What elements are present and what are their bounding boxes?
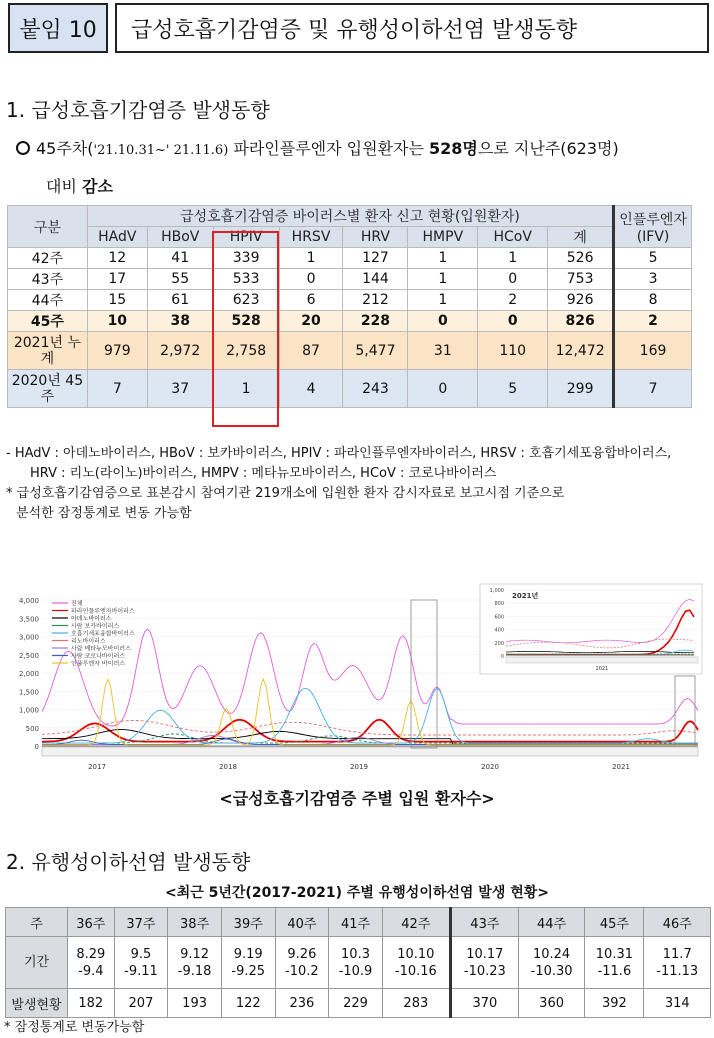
week-header: 38주 xyxy=(168,908,222,937)
table-cell: 87 xyxy=(279,332,343,370)
mumps-table xyxy=(5,907,711,1018)
table-cell: 0 xyxy=(408,311,478,332)
week-count: 314 xyxy=(644,989,711,1018)
week-period xyxy=(329,937,383,989)
week-header: 39주 xyxy=(221,908,275,937)
note-line-1: - HAdV : 아데노바이러스, HBoV : 보카바이러스, HPIV : 파라인플루엔자바이러스, HRSV : 호흡기세포융합바이러스, xyxy=(6,446,672,461)
table-cell: 1 xyxy=(478,248,548,269)
chart-svg xyxy=(8,582,708,777)
week-count: 193 xyxy=(168,989,222,1018)
col-header-7: 계 xyxy=(548,227,614,248)
bullet-dates: '21.10.31~' 21.11.6) xyxy=(93,143,229,158)
table-cell: 1 xyxy=(408,290,478,311)
table-cell: 243 xyxy=(343,370,408,408)
table-cell: 0 xyxy=(408,370,478,408)
week-count: 370 xyxy=(450,989,518,1018)
table-row xyxy=(8,370,692,408)
table-cell: 926 xyxy=(548,290,614,311)
inset-y-tick-label: 1,000 xyxy=(489,588,504,594)
section2-heading: 2. 유행성이하선염 발생동향 xyxy=(6,850,251,874)
week-count: 360 xyxy=(518,989,584,1018)
bullet-text-c: 으로 지난주(623명) xyxy=(477,139,619,158)
col-header-2: HPIV xyxy=(213,227,279,248)
inset-x-band xyxy=(506,657,698,663)
mumps-footnote: * 잠정통계로 변동가능함 xyxy=(4,1020,145,1035)
week-header: 42주 xyxy=(382,908,450,937)
y-tick-label: 0 xyxy=(34,743,39,751)
table-cell: 2,758 xyxy=(213,332,279,370)
week-count: 182 xyxy=(68,989,115,1018)
col-header-3: HRSV xyxy=(279,227,343,248)
legend-label: 사람 코로나바이러스 xyxy=(71,653,126,660)
week-count: 122 xyxy=(221,989,275,1018)
legend-label: 전체 xyxy=(71,600,83,608)
table-cell: 0 xyxy=(279,269,343,290)
table-cell: 31 xyxy=(408,332,478,370)
table-cell: 10 xyxy=(87,311,147,332)
period-end: -9.11 xyxy=(124,963,158,979)
ifv-cell: 3 xyxy=(614,269,692,290)
table-cell: 61 xyxy=(147,290,213,311)
period-end: -10.23 xyxy=(463,963,506,979)
table-cell: 339 xyxy=(213,248,279,269)
table-cell: 20 xyxy=(279,311,343,332)
legend-label: 사람 메타뉴모바이러스 xyxy=(71,645,131,653)
weekly-admissions-chart xyxy=(8,582,708,777)
respiratory-virus-table xyxy=(7,205,692,408)
bullet-cont-text: 대비 xyxy=(46,177,82,196)
period-start: 8.29 xyxy=(76,946,106,962)
period-end: -10.9 xyxy=(338,963,373,979)
page-header xyxy=(8,3,709,53)
period-label: 기간 xyxy=(6,937,68,989)
period-start: 9.5 xyxy=(130,946,152,962)
table-cell: 144 xyxy=(343,269,408,290)
table-cell: 0 xyxy=(478,269,548,290)
note-line-2: HRV : 리노(라이노)바이러스, HMPV : 메타뉴모바이러스, HCoV : 코로나바이러스 xyxy=(30,466,497,481)
row-label: 43주 xyxy=(8,269,88,290)
note-line-4: 분석한 잠정통계로 변동 가능함 xyxy=(16,506,192,521)
col-header-6: HCoV xyxy=(478,227,548,248)
week-header: 36주 xyxy=(68,908,115,937)
table-cell: 212 xyxy=(343,290,408,311)
table-row xyxy=(8,269,692,290)
table-cell: 533 xyxy=(213,269,279,290)
inset-y-tick-label: 600 xyxy=(494,614,504,621)
week-header: 44주 xyxy=(518,908,584,937)
note-line-3: * 급성호흡기감염증으로 표본감시 참여기관 219개소에 입원한 환자 감시자료로 보고시점 기준으로 xyxy=(6,486,565,501)
row-label: 45주 xyxy=(8,311,88,332)
table-row xyxy=(8,248,692,269)
table-cell: 1 xyxy=(213,370,279,408)
period-end: -10.2 xyxy=(285,963,319,979)
x-year-label: 2020 xyxy=(481,763,499,771)
week-header: 41주 xyxy=(329,908,383,937)
week-count: 392 xyxy=(585,989,644,1018)
week-count: 283 xyxy=(382,989,450,1018)
table-cell: 4 xyxy=(279,370,343,408)
period-start: 9.19 xyxy=(233,946,263,962)
col-header-1: HBoV xyxy=(147,227,213,248)
week-period xyxy=(382,937,450,989)
table-cell: 7 xyxy=(87,370,147,408)
bullet-cont-bold: 감소 xyxy=(82,177,113,196)
period-end: -10.16 xyxy=(394,963,437,979)
period-start: 11.7 xyxy=(662,946,692,962)
period-end: -10.30 xyxy=(530,963,573,979)
table-cell: 41 xyxy=(147,248,213,269)
x-tick-band xyxy=(42,747,698,756)
legend-label: 파라인플루엔자바이러스 xyxy=(71,608,135,615)
inset-y-tick-label: 0 xyxy=(500,654,504,660)
x-year-label: 2019 xyxy=(350,763,368,771)
table-row xyxy=(8,311,692,332)
summary-bullet-continued xyxy=(46,174,113,197)
x-year-label: 2018 xyxy=(219,763,237,771)
week-period xyxy=(450,937,518,989)
table-row xyxy=(8,332,692,370)
week-period xyxy=(114,937,168,989)
period-start: 9.26 xyxy=(287,946,317,962)
week-period xyxy=(221,937,275,989)
legend-label: 리노바이러스 xyxy=(71,638,106,645)
period-end: -11.6 xyxy=(597,963,632,979)
mumps-table-title: <최근 5년간(2017-2021) 주별 유행성이하선염 발생 현황> xyxy=(164,885,550,901)
table-cell: 826 xyxy=(548,311,614,332)
period-end: -9.18 xyxy=(177,963,212,979)
col-header-4: HRV xyxy=(343,227,408,248)
table-cell: 12,472 xyxy=(548,332,614,370)
week-count: 229 xyxy=(329,989,383,1018)
y-tick-label: 2,500 xyxy=(18,651,39,660)
period-start: 10.3 xyxy=(341,946,370,962)
week-period xyxy=(518,937,584,989)
summary-bullet xyxy=(16,136,714,159)
count-label: 발생현황 xyxy=(6,989,68,1018)
week-header: 37주 xyxy=(114,908,168,937)
week-period xyxy=(168,937,222,989)
table-cell: 979 xyxy=(87,332,147,370)
inset-y-tick-label: 400 xyxy=(494,627,504,634)
table-cell: 38 xyxy=(147,311,213,332)
x-year-label: 2021 xyxy=(612,763,630,771)
week-header: 43주 xyxy=(450,908,518,937)
bullet-count: 528명 xyxy=(429,139,478,158)
legend-label: 아데노바이러스 xyxy=(71,615,112,623)
row-label: 42주 xyxy=(8,248,88,269)
row-label: 2020년 45주 xyxy=(8,370,88,408)
week-count: 236 xyxy=(275,989,329,1018)
table-cell: 1 xyxy=(408,269,478,290)
week-period xyxy=(275,937,329,989)
period-start: 10.10 xyxy=(397,946,435,962)
y-tick-label: 500 xyxy=(25,724,39,733)
table-cell: 2 xyxy=(478,290,548,311)
period-end: -9.25 xyxy=(231,963,266,979)
y-tick-label: 2,000 xyxy=(18,670,39,678)
ifv-cell: 169 xyxy=(614,332,692,370)
ifv-cell: 5 xyxy=(614,248,692,269)
table-cell: 1 xyxy=(279,248,343,269)
y-tick-label: 1,000 xyxy=(18,706,39,715)
table-cell: 753 xyxy=(548,269,614,290)
table-cell: 5,477 xyxy=(343,332,408,370)
bullet-text-b: 파라인플루엔자 입원환자는 xyxy=(228,139,430,158)
col-header-0: HAdV xyxy=(87,227,147,248)
week-period xyxy=(585,937,644,989)
table-cell: 17 xyxy=(87,269,147,290)
period-start: 10.24 xyxy=(532,946,571,962)
period-end: -11.13 xyxy=(656,963,699,979)
table-cell: 127 xyxy=(343,248,408,269)
y-tick-label: 3,500 xyxy=(18,615,39,624)
week-header: 40주 xyxy=(275,908,329,937)
table-cell: 623 xyxy=(213,290,279,311)
virus-abbreviation-notes xyxy=(6,444,706,524)
table-cell: 110 xyxy=(478,332,548,370)
period-start: 9.12 xyxy=(180,946,210,962)
table-cell: 299 xyxy=(548,370,614,408)
attachment-badge: 붙임 10 xyxy=(8,3,108,53)
y-tick-label: 4,000 xyxy=(18,597,39,605)
y-tick-label: 3,000 xyxy=(18,633,39,642)
legend-label: 호흡기세포융합바이러스 xyxy=(71,630,135,638)
table-cell: 0 xyxy=(478,311,548,332)
table-cell: 526 xyxy=(548,248,614,269)
section1-heading: 1. 급성호흡기감염증 발생동향 xyxy=(6,98,270,122)
table-cell: 6 xyxy=(279,290,343,311)
legend-label: 인플루엔자 바이러스 xyxy=(71,660,126,668)
period-end: -9.4 xyxy=(78,963,104,979)
col-group-header: 구분 xyxy=(8,206,88,248)
inset-y-tick-label: 800 xyxy=(494,601,504,608)
week-header: 45주 xyxy=(585,908,644,937)
inset-title: 2021년 xyxy=(512,592,539,600)
ifv-header-line2: (IFV) xyxy=(636,228,670,245)
week-period xyxy=(68,937,115,989)
row-label: 2021년 누계 xyxy=(8,332,88,370)
ifv-cell: 7 xyxy=(614,370,692,408)
corner-cell: 주 xyxy=(6,908,68,937)
week-header: 46주 xyxy=(644,908,711,937)
table-cell: 2,972 xyxy=(147,332,213,370)
table-cell: 12 xyxy=(87,248,147,269)
table-cell: 37 xyxy=(147,370,213,408)
row-label: 44주 xyxy=(8,290,88,311)
page-title: 급성호흡기감염증 및 유행성이하선염 발생동향 xyxy=(115,3,709,53)
ifv-cell: 2 xyxy=(614,311,692,332)
col-header-5: HMPV xyxy=(408,227,478,248)
ifv-cell: 8 xyxy=(614,290,692,311)
legend-label: 사람 보카바이러스 xyxy=(71,623,120,630)
ifv-header xyxy=(614,206,692,248)
inset-year-label: 2021 xyxy=(595,666,609,672)
table-cell: 15 xyxy=(87,290,147,311)
inset-y-tick-label: 200 xyxy=(494,640,504,647)
table-row xyxy=(8,290,692,311)
table-cell: 528 xyxy=(213,311,279,332)
week-count: 207 xyxy=(114,989,168,1018)
period-start: 10.31 xyxy=(595,946,633,962)
period-start: 10.17 xyxy=(466,946,504,962)
bullet-circle-icon xyxy=(16,141,30,155)
bullet-text-a: 45주차( xyxy=(36,139,94,158)
y-tick-label: 1,500 xyxy=(18,688,39,697)
ifv-header-line1: 인플루엔자 xyxy=(619,211,687,228)
table-cell: 1 xyxy=(408,248,478,269)
table-cell: 5 xyxy=(478,370,548,408)
week-period xyxy=(644,937,711,989)
x-year-label: 2017 xyxy=(88,763,106,771)
chart-caption: <급성호흡기감염증 주별 입원 환자수> xyxy=(219,789,495,808)
table-cell: 55 xyxy=(147,269,213,290)
virus-group-header: 급성호흡기감염증 바이러스별 환자 신고 현황(입원환자) xyxy=(87,206,613,227)
table-cell: 228 xyxy=(343,311,408,332)
